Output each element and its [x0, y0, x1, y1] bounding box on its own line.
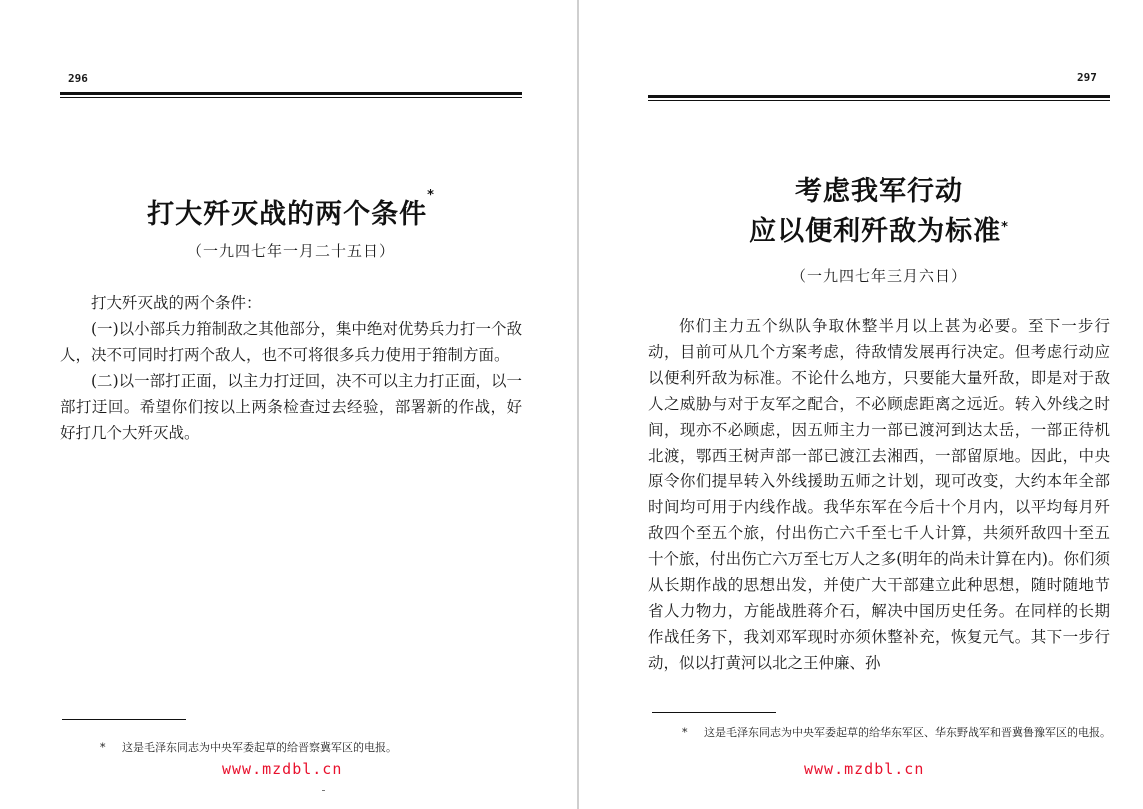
footnote: [682, 724, 1112, 742]
header-rule: [648, 95, 1110, 98]
title-line-2: 应以便利歼敌为标准: [749, 216, 1002, 247]
watermark-link[interactable]: www.mzdbl.cn: [804, 760, 925, 778]
article-body: [648, 314, 1110, 677]
title-line-1: 考虑我军行动: [795, 176, 963, 207]
article-title: [648, 172, 1110, 252]
article-date: （一九四七年三月六日）: [790, 267, 967, 285]
title-footnote-mark: *: [1001, 220, 1009, 235]
paragraph: (一)以小部兵力箝制敌之其他部分，集中绝对优势兵力打一个敌人，决不可同时打两个敌人，也不可将很多兵力使用于箝制方面。: [60, 320, 522, 364]
right-page: [580, 0, 1143, 809]
footnote-rule: [652, 712, 776, 713]
footnote-mark: *: [100, 741, 106, 754]
paragraph: 打大歼灭战的两个条件：: [91, 294, 262, 312]
paragraph: 你们主力五个纵队争取休整半月以上甚为必要。至下一步行动，目前可从几个方案考虑，待敌情发展再行决定。但考虑行动应以便利歼敌为标准。不论什么地方，只要能大量歼敌，即是对于敌人之威胁与对于友军之配合，不必顾虑距离之远近。转入外线之时间，现亦不必顾虑，因五师主力一部已渡河到达太岳，一部正待机北渡，鄂西王树声部一部已渡江去湘西，一部留原地。因此，中央原令你们提早转入外线援助五师之计划，现可改变，大约本年全部时间均可用于内线作战。我华东军在今后十个月内，以平均每月歼敌四个至五个旅，付出伤亡六千至七千人计算，共须歼敌四十至五十个旅，付出伤亡六万至七万人之多(明年的尚未计算在内)。你们须从长期作战的思想出发，并使广大干部建立此种思想，随时随地节省人力物力，方能战胜蒋介石，解决中国历史任务。在同样的长期作战任务下，我刘邓军现时亦须休整补充，恢复元气。其下一步行动，似以打黄河以北之王仲廉、孙: [648, 317, 1110, 672]
page-number: 296: [68, 72, 88, 85]
footnote-text: 这是毛泽东同志为中央军委起草的给晋察冀军区的电报。: [122, 741, 397, 754]
article-date: （一九四七年一月二十五日）: [186, 242, 395, 260]
article-body: [60, 290, 522, 446]
title-footnote-mark: *: [427, 188, 435, 203]
footnote-mark: *: [682, 726, 688, 739]
article-title: 打大歼灭战的两个条件*: [147, 188, 435, 230]
footnote-text: 这是毛泽东同志为中央军委起草的给华东军区、华东野战军和晋冀鲁豫军区的电报。: [704, 726, 1111, 739]
page-number: 297: [1077, 71, 1097, 84]
footnote-rule: [62, 719, 186, 720]
footnote: [100, 739, 530, 757]
header-rule: [60, 92, 522, 95]
scan-speck: [322, 790, 325, 791]
watermark-link[interactable]: www.mzdbl.cn: [222, 760, 343, 778]
paragraph: (二)以一部打正面，以主力打迂回，决不可以主力打正面，以一部打迂回。希望你们按以上两条检查过去经验，部署新的作战，好好打几个大歼灭战。: [60, 372, 522, 442]
